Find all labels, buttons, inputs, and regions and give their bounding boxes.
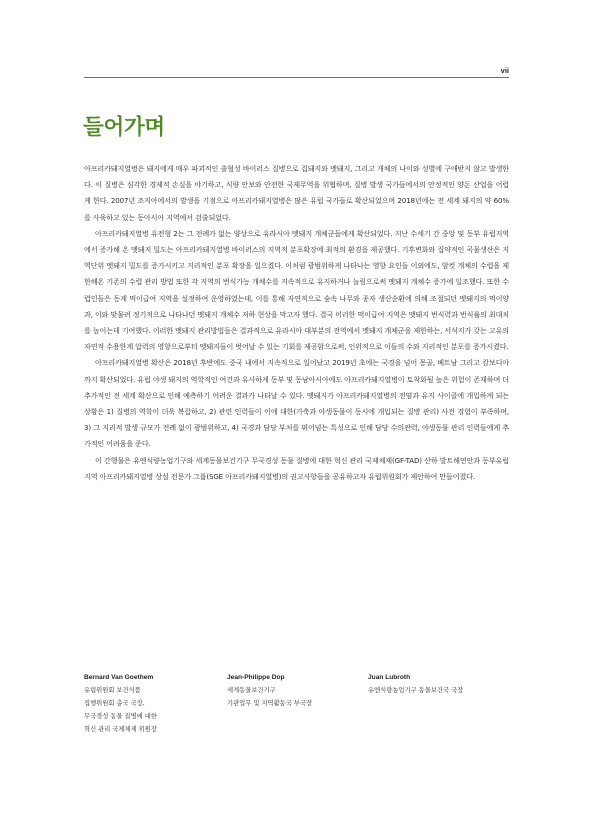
paragraph: 아프리카돼지열병 유전형 2는 그 전례가 없는 양상으로 유라시아 멧돼지 개체군들에게 확산되었다. 지난 수세기 간 중앙 및 동부 유럽지역에서 증가해 온 멧돼지 밀도는 아프리카돼지열병 바이러스의 지역적 분포확장에 최적의 환경을 제공했다. 기후변화와 집약적인 곡물생산은 지역단위 멧돼지 밀도를 증가시키고 지리적인 분포 확장을 일으켰다. 이처럼 광범위하게 나타나는 영향 요인들 이외에도, 암컷 개체의 수렵을 제한해온 기존의 수렵 관리 방법 또한 각 지역의 번식가능 개체수를 지속적으로 유지하거나 늘림으로써 멧돼지 개체수 증가에 일조했다. 또한 수렵인들은 동계 먹이급여 지역을 설정하여 운영하였는데, 이를 통해 자연적으로 숲속 나무와 종자 생산순환에 의해 조절되던 멧돼지의 먹이양과, 이와 맞물려 정기적으로 나타나던 멧돼지 개체수 저하 현상을 막고자 했다. 결국 이러한 먹이급여 지역은 멧돼지 번식력과 번식률의 최대치를 높이는데 기여했다. 이러한 멧돼지 관리방법들은 결과적으로 유라시아 대부분의 전역에서 멧돼지 개체군을 제한하는, 서식지가 갖는 고유의 자연적 수용한계 압력의 영향으로부터 멧돼지들이 벗어날 수 있는 기회를 제공함으로써, 인위적으로 이들의 수와 지리적인 분포를 증가시켰다. bbox=[84, 228, 509, 352]
signatory-role: 유엔식량농업기구 동물보건국 국장 bbox=[368, 687, 464, 694]
page-title: 들어가며 bbox=[83, 115, 165, 140]
signatory-lubroth bbox=[368, 671, 463, 697]
body-text bbox=[84, 161, 509, 485]
page-number: vii bbox=[500, 66, 509, 75]
signatory-van-goethem bbox=[84, 671, 157, 736]
paragraph: 이 간행물은 유엔식량농업기구와 세계동물보건기구 무국경성 동물 질병에 대한 혁신 관리 국제체제(GF-TAD) 산하 발트해연안과 동부유럽 지역 아프리카돼지열병 상설 전문가 그룹(SGE 아프리카돼지열병)의 권고사항들을 공유하고자 유럽위원회가 제안하여 만들어졌다. bbox=[84, 455, 509, 481]
header-rule bbox=[84, 77, 509, 78]
signatory-name: Juan Lubroth bbox=[368, 674, 411, 681]
paragraph: 아프리카돼지열병은 돼지에게 매우 파괴적인 출혈성 바이러스 질병으로 집돼지와 멧돼지, 그리고 개체의 나이와 성별에 구애받지 않고 발생한다. 이 질병은 심각한 경제적 손실을 야기하고, 식량 안보와 안전한 국제무역을 위협하며, 질병 발생 국가들에서의 안정적인 양돈 산업을 어렵게 한다. 2007년 조지아에서의 발생을 기점으로 아프리카돼지열병은 많은 유럽 국가들로 확산되었으며 2018년에는 전 세계 돼지의 약 60%를 사육하고 있는 동아시아 지역에서 검출되었다. bbox=[84, 164, 509, 222]
signatory-role: 혁신 관리 국제체제 위원장 bbox=[84, 726, 157, 733]
signatory-role: 집행위원회 총국 국장, bbox=[84, 700, 145, 707]
signatory-name: Jean-Philippe Dop bbox=[227, 674, 285, 681]
signatory-dop bbox=[227, 671, 312, 710]
signatory-role: 세계동물보건기구 bbox=[227, 687, 276, 694]
signatory-name: Bernard Van Goethem bbox=[84, 674, 154, 681]
signatory-role: 유럽위원회 보건식품 bbox=[84, 687, 141, 694]
paragraph: 아프리카돼지열병 확산은 2018년 후반에도 중국 내에서 지속적으로 일어났고 2019년 초에는 국경을 넘어 몽골, 베트남 그리고 캄보디아까지 확산되었다. 유럽 야생 돼지의 역학적인 여건과 유사하게 동부 및 동남아시아에도 아프리카돼지열병이 토착화될 높은 위험이 존재하며 더 추가적인 전 세계 확산으로 인해 예측하기 어려운 결과가 나타날 수 있다. 멧돼지가 아프리카돼지열병의 전염과 유지 사이클에 개입하게 되는 상황은 1) 질병의 역학이 더욱 복잡하고, 2) 관련 인력들이 이에 대한(가축과 야생동물이 동시에 개입되는 질병 관리) 사전 경험이 부족하며, 3) 그 지리적 발생 규모가 전례 없이 광범위하고, 4) 국경과 담당 부처를 뛰어넘는 특성으로 인해 담당 수의관력, 야생동물 관리 인력들에게 추가적인 어려움을 준다. bbox=[84, 358, 509, 449]
signatory-role: 무국경성 동물 질병에 대한 bbox=[84, 713, 157, 720]
signatory-role: 기관업무 및 지역활동국 부국장 bbox=[227, 700, 313, 707]
